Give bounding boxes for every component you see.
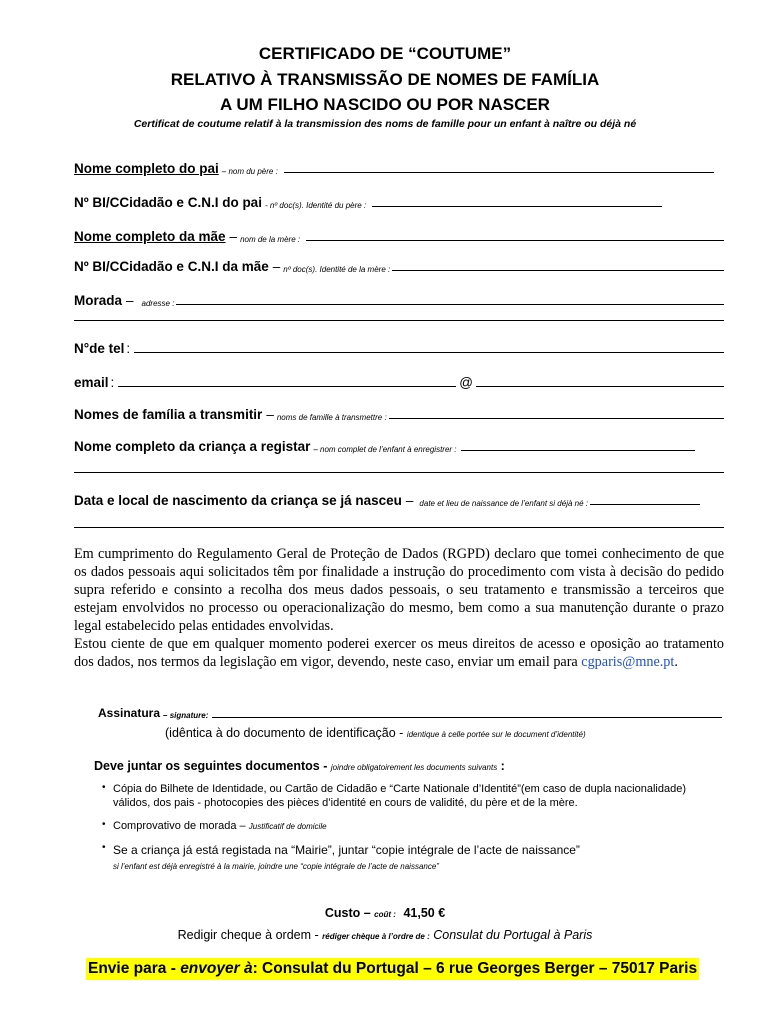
phone-line[interactable]: [134, 351, 724, 353]
title-line-2: RELATIVO À TRANSMISSÃO DE NOMES DE FAMÍLIA: [170, 70, 600, 89]
document-item-address-hint: Justificatif de domicile: [248, 822, 327, 831]
rgpd-paragraph-1: Em cumprimento do Regulamento Geral de Proteção de Dados (RGPD) declaro que tomei conhecimento de que os dados pessoais aqui solicitados têm por finalidade a instrução do procedimento com vista à decisão do pedido supra referido e consinto a recolha dos meus dados pessoais, o seu tratamento e transmissão a terceiros que estejam envolvidos no processo ou operacionalização do mesmo, bem como a sua manutenção durante o prazo legal estabelecido pelas entidades envolvidas.: [74, 546, 724, 634]
cost-hint: coût :: [374, 910, 396, 919]
birth-dash: –: [405, 493, 414, 508]
signature-note: [165, 726, 586, 740]
family-names-line[interactable]: [389, 417, 724, 419]
birth-hint: date et lieu de naissance de l’enfant si déjà né :: [419, 499, 588, 508]
cheque-text: Redigir cheque à ordem -: [177, 928, 319, 942]
signature-hint: – signature:: [163, 711, 209, 720]
father-name-hint: – nom du père :: [221, 167, 278, 176]
email-at: @: [459, 375, 474, 390]
father-doc-line[interactable]: [372, 205, 662, 207]
email-label: email: [74, 375, 109, 390]
send-prefix-fr: envoyer à: [180, 960, 253, 977]
mother-name-dash: –: [229, 229, 238, 244]
birth-label: Data e local de nascimento da criança se já nasceu: [74, 493, 402, 508]
email-user-line[interactable]: [118, 385, 456, 387]
documents-title-hint: joindre obligatoirement les documents suivants: [330, 763, 498, 772]
father-doc-label: Nº BI/CCidadão e C.N.I do pai: [74, 195, 262, 210]
birth-line[interactable]: [590, 503, 700, 505]
child-name-label: Nome completo da criança a registar: [74, 439, 311, 454]
address-label: Morada: [74, 293, 123, 308]
field-email[interactable]: [74, 372, 724, 390]
field-address[interactable]: [74, 290, 724, 308]
document-item-id: [102, 782, 686, 809]
rgpd-statement: [74, 545, 724, 671]
field-mother-name[interactable]: [74, 226, 724, 244]
field-mother-doc[interactable]: [74, 256, 724, 274]
father-name-label: Nome completo do pai: [74, 161, 219, 176]
document-item-birth-certificate-hint: si l’enfant est déjà enregistré à la mairie, joindre une “copie intégrale de l’acte de naissance”: [113, 862, 439, 871]
documents-title: [94, 759, 505, 773]
father-name-line[interactable]: [284, 171, 714, 173]
signature-label: Assinatura: [98, 706, 161, 720]
mother-doc-line[interactable]: [392, 269, 724, 271]
rgpd-paragraph-2: [74, 635, 724, 671]
address-line[interactable]: [176, 303, 724, 305]
mother-name-label: Nome completo da mãe: [74, 229, 226, 244]
document-item-address: [102, 819, 327, 832]
document-item-id-line1: Cópia do Bilhete de Identidade, ou Cartão de Cidadão e “Carte Nationale d’Identité”(em caso de dupla nacionalidade): [113, 783, 686, 795]
field-phone[interactable]: [74, 338, 724, 356]
document-item-birth-certificate-text: Se a criança já está registada na “Mairie”, juntar “copie intégrale de l’acte de naissance”: [113, 843, 580, 857]
phone-label: N°de tel: [74, 341, 125, 356]
cost-line: [0, 906, 770, 920]
signature-note-hint: identique à celle portée sur le document d’identité): [406, 730, 586, 739]
family-names-hint: noms de famille à transmettre :: [276, 413, 387, 422]
mother-doc-dash: –: [272, 259, 281, 274]
document-item-birth-certificate: [102, 842, 580, 871]
child-name-line-2[interactable]: [74, 472, 724, 473]
field-father-doc[interactable]: [74, 192, 724, 210]
rgpd-paragraph-2-text: Estou ciente de que em qualquer momento poderei exercer os meus direitos de acesso e oposição ao tratamento dos dados, nos termos da legislação em vigor, devendo, neste caso, enviar um email para: [74, 636, 724, 670]
cheque-hint: rédiger chèque à l’ordre de :: [322, 932, 430, 941]
phone-colon: :: [126, 341, 131, 356]
bullet-icon: •: [102, 819, 106, 830]
document-item-id-line2: válidos, dos pais - photocopies des pièces d’identité en cours de validité, du père et de la mère.: [113, 797, 578, 809]
child-name-hint: – nom complet de l’enfant à enregistrer :: [313, 445, 457, 454]
send-address-text: : Consulat du Portugal – 6 rue Georges Berger – 75017 Paris: [252, 960, 698, 977]
mother-name-hint: nom de la mère :: [240, 235, 301, 244]
email-domain-line[interactable]: [476, 385, 724, 387]
address-hint: adresse :: [141, 299, 175, 308]
subtitle: Certificat de coutume relatif à la transmission des noms de famille pour un enfant à naître ou déjà né: [133, 118, 637, 130]
cheque-line: [0, 928, 770, 942]
title-line-3: A UM FILHO NASCIDO OU POR NASCER: [220, 95, 550, 114]
send-prefix: Envie para -: [88, 960, 176, 977]
bullet-icon: •: [102, 782, 106, 793]
title-line-1: CERTIFICADO DE “COUTUME”: [258, 44, 512, 63]
email-colon: :: [110, 375, 115, 390]
send-address: [86, 958, 699, 980]
mother-doc-label: Nº BI/CCidadão e C.N.I da mãe: [74, 259, 269, 274]
consulate-email-link[interactable]: cgparis@mne.pt: [581, 654, 675, 670]
father-doc-hint: - nº doc(s). Identité du père :: [264, 201, 367, 210]
child-name-line[interactable]: [461, 449, 695, 451]
bullet-icon: •: [102, 842, 106, 853]
cheque-payee: Consulat du Portugal à Paris: [433, 928, 593, 942]
cost-value: 41,50 €: [403, 906, 446, 920]
field-family-names[interactable]: [74, 404, 724, 422]
cost-label: Custo –: [324, 906, 371, 920]
documents-title-colon: :: [500, 759, 505, 773]
field-father-name[interactable]: [74, 158, 724, 176]
signature-field[interactable]: [98, 706, 722, 720]
signature-note-text: (idêntica à do documento de identificação -: [165, 726, 404, 740]
documents-title-text: Deve juntar os seguintes documentos -: [94, 759, 328, 773]
address-line-2[interactable]: [74, 320, 724, 321]
field-birth[interactable]: [74, 490, 724, 508]
mother-name-line[interactable]: [306, 239, 724, 241]
rgpd-paragraph-2-end: .: [674, 654, 678, 670]
address-dash: –: [126, 293, 134, 308]
signature-line[interactable]: [212, 716, 722, 718]
family-names-dash: –: [266, 407, 274, 422]
family-names-label: Nomes de família a transmitir: [74, 407, 263, 422]
field-child-name[interactable]: [74, 436, 724, 454]
mother-doc-hint: nº doc(s). Identité de la mère :: [283, 265, 391, 274]
document-item-address-text: Comprovativo de morada –: [113, 820, 246, 832]
birth-line-2[interactable]: [74, 527, 724, 528]
